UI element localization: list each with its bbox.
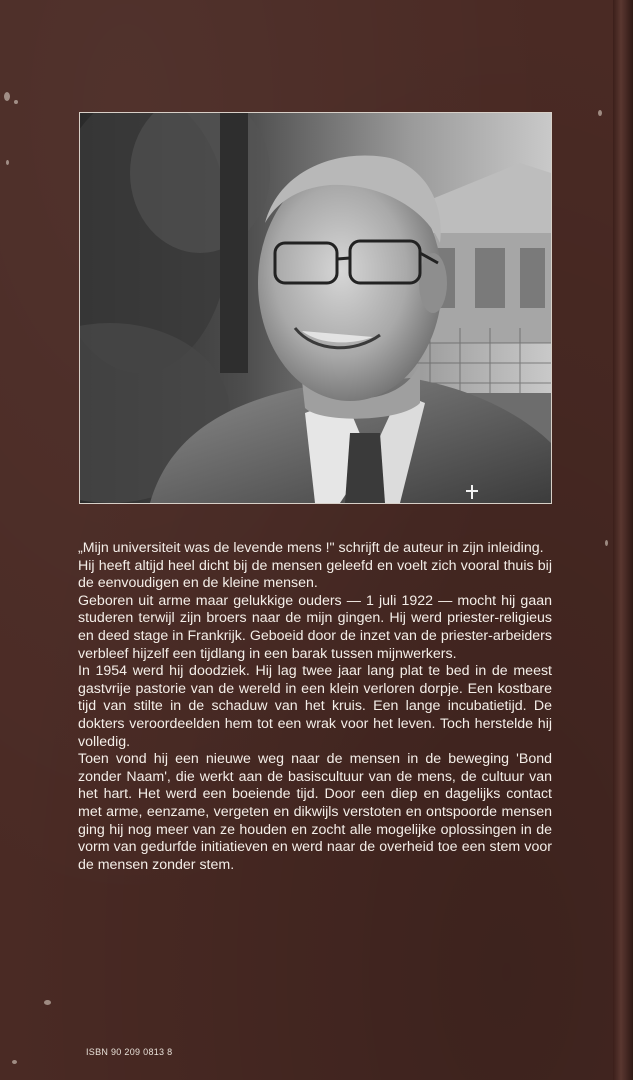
blurb-paragraph: Toen vond hij een nieuwe weg naar de mensen in de beweging 'Bond zonder Naam', die werkt aan de basiscultuur van de mens, de cultuur van het hart. Het werd een boeiende tijd. Door een diep en dagelijks contact met arme, eenzame, vergeten en dikwijls verstoten en ontspoorde mensen ging hij nog meer van ze houden en zocht alle mogelijke oplossingen in de vorm van gedurfde initiatieven en werd naar de overheid toe een stem voor de mensen zonder stem. xyxy=(78,751,552,873)
wear-mark xyxy=(598,110,602,116)
wear-mark xyxy=(12,1060,17,1064)
isbn-number: ISBN 90 209 0813 8 xyxy=(86,1047,173,1057)
wear-mark xyxy=(44,1000,51,1005)
wear-mark xyxy=(14,100,18,104)
wear-mark xyxy=(4,92,10,101)
blurb-paragraph: In 1954 werd hij doodziek. Hij lag twee jaar lang plat te bed in de meest gastvrije pastorie van de wereld in een klein verloren dorpje. Een kostbare tijd van stilte in de schaduw van het kruis. Een lange incubatietijd. De dokters veroordeelden hem tot een wrak voor het leven. Toch herstelde hij volledig. xyxy=(78,663,552,750)
wear-mark xyxy=(605,540,608,546)
blurb-paragraph: Hij heeft altijd heel dicht bij de mensen geleefd en voelt zich vooral thuis bij de eenvoudigen en de kleine mensen. xyxy=(78,557,552,592)
back-cover-blurb xyxy=(78,540,552,874)
cover-spine-edge xyxy=(613,0,633,1080)
author-photo xyxy=(79,112,552,504)
blurb-paragraph: „Mijn universiteit was de levende mens !" schrijft de auteur in zijn inleiding. xyxy=(78,540,544,556)
blurb-paragraph: Geboren uit arme maar gelukkige ouders — 1 juli 1922 — mocht hij gaan studeren terwijl zijn broers naar de mijn gingen. Hij werd priester-religieus en deed stage in Frankrijk. Geboeid door de inzet van de priester-arbeiders verbleef hijzelf een tijdlang in een barak tussen mijnwerkers. xyxy=(78,592,552,662)
portrait-photo-icon xyxy=(80,113,551,503)
wear-mark xyxy=(6,160,9,165)
